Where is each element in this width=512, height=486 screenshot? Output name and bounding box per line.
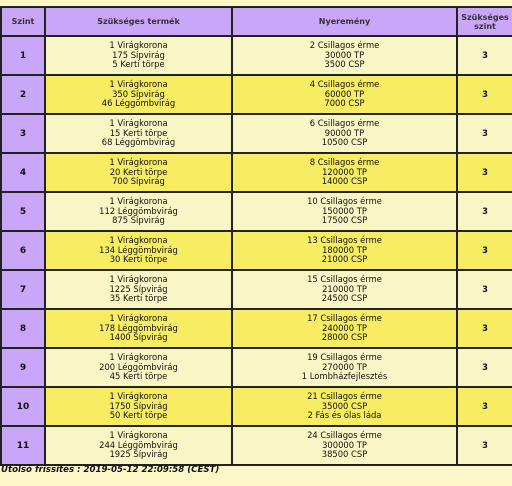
product-item: 200 Léggömbvirág xyxy=(99,361,178,372)
level-cell: 4 xyxy=(1,153,45,192)
reward-cell xyxy=(232,114,457,153)
product-item: 1925 Sípvirág xyxy=(109,449,168,460)
reward-item: 28000 CSP xyxy=(321,332,368,343)
level-cell: 7 xyxy=(1,270,45,309)
table-row xyxy=(1,270,512,309)
product-item: 1 Virágkorona xyxy=(109,40,168,51)
level-cell: 8 xyxy=(1,309,45,348)
required-level-cell: 3 xyxy=(457,114,512,153)
table-row xyxy=(1,309,512,348)
header-level: Szint xyxy=(1,7,45,36)
product-item: 178 Léggömbvirág xyxy=(99,322,178,333)
reward-item: 15 Csillagos érme xyxy=(307,274,382,285)
last-updated: Utolsó frissítés : 2019-05-12 22:09:58 (CEST) xyxy=(1,465,220,475)
required-level-cell: 3 xyxy=(457,270,512,309)
product-item: 1 Virágkorona xyxy=(109,157,168,168)
reward-cell xyxy=(232,270,457,309)
required-product-cell xyxy=(45,153,232,192)
header-required-level-line1: Szükséges xyxy=(461,12,509,22)
table-row xyxy=(1,192,512,231)
product-item: 1 Virágkorona xyxy=(109,391,168,402)
reward-cell xyxy=(232,426,457,465)
product-item: 50 Kerti törpe xyxy=(109,410,168,421)
reward-cell xyxy=(232,348,457,387)
product-item: 1 Virágkorona xyxy=(109,313,168,324)
table-row xyxy=(1,36,512,75)
reward-table xyxy=(0,6,512,466)
required-product-cell xyxy=(45,75,232,114)
product-item: 1 Virágkorona xyxy=(109,430,168,441)
required-product-cell xyxy=(45,114,232,153)
reward-item: 13 Csillagos érme xyxy=(307,235,382,246)
reward-cell xyxy=(232,309,457,348)
required-product-cell xyxy=(45,270,232,309)
reward-item: 10500 CSP xyxy=(321,137,368,148)
reward-item: 8 Csillagos érme xyxy=(309,157,380,168)
level-cell: 3 xyxy=(1,114,45,153)
level-cell: 9 xyxy=(1,348,45,387)
reward-cell xyxy=(232,231,457,270)
reward-cell xyxy=(232,75,457,114)
product-item: 1 Virágkorona xyxy=(109,235,168,246)
reward-item: 240000 TP xyxy=(322,322,367,333)
product-item: 46 Léggömbvirág xyxy=(101,98,176,109)
reward-item: 17 Csillagos érme xyxy=(307,313,382,324)
table-row xyxy=(1,231,512,270)
reward-cell xyxy=(232,387,457,426)
reward-item: 38500 CSP xyxy=(321,449,368,460)
product-item: 35 Kerti törpe xyxy=(109,293,168,304)
table-row xyxy=(1,348,512,387)
level-cell: 6 xyxy=(1,231,45,270)
required-level-cell: 3 xyxy=(457,36,512,75)
reward-cell xyxy=(232,153,457,192)
reward-item: 24500 CSP xyxy=(321,293,368,304)
product-item: 112 Léggömbvirág xyxy=(99,205,178,216)
reward-item: 2 Fás és ólas láda xyxy=(307,410,382,421)
reward-item: 24 Csillagos érme xyxy=(307,430,382,441)
reward-item: 21 Csillagos érme xyxy=(307,391,382,402)
reward-cell xyxy=(232,192,457,231)
required-level-cell: 3 xyxy=(457,153,512,192)
product-item: 700 Sípvirág xyxy=(112,176,165,187)
product-item: 30 Kerti törpe xyxy=(109,254,168,265)
product-item: 1 Virágkorona xyxy=(109,352,168,363)
required-product-cell xyxy=(45,192,232,231)
table-row xyxy=(1,426,512,465)
reward-item: 19 Csillagos érme xyxy=(307,352,382,363)
product-item: 45 Kerti törpe xyxy=(109,371,168,382)
product-item: 244 Léggömbvirág xyxy=(99,439,178,450)
reward-item: 150000 TP xyxy=(322,205,367,216)
level-cell: 1 xyxy=(1,36,45,75)
reward-cell xyxy=(232,36,457,75)
required-product-cell xyxy=(45,426,232,465)
reward-item: 2 Csillagos érme xyxy=(309,40,380,51)
required-level-cell: 3 xyxy=(457,348,512,387)
table-row xyxy=(1,153,512,192)
level-cell: 11 xyxy=(1,426,45,465)
reward-item: 300000 TP xyxy=(322,439,367,450)
reward-item: 90000 TP xyxy=(324,127,365,138)
product-item: 175 Sípvirág xyxy=(112,49,165,60)
header-row xyxy=(1,7,512,36)
header-required-product: Szükséges termék xyxy=(45,7,232,36)
reward-item: 14000 CSP xyxy=(321,176,368,187)
reward-item: 10 Csillagos érme xyxy=(307,196,382,207)
required-level-cell: 3 xyxy=(457,309,512,348)
product-item: 68 Léggömbvirág xyxy=(101,137,176,148)
product-item: 1 Virágkorona xyxy=(109,118,168,129)
header-required-level-line2: szint xyxy=(474,21,496,31)
product-item: 1 Virágkorona xyxy=(109,79,168,90)
reward-item: 17500 CSP xyxy=(321,215,368,226)
reward-item: 120000 TP xyxy=(322,166,367,177)
required-level-cell: 3 xyxy=(457,387,512,426)
level-cell: 5 xyxy=(1,192,45,231)
product-item: 1750 Sípvirág xyxy=(109,400,168,411)
required-product-cell xyxy=(45,309,232,348)
level-cell: 10 xyxy=(1,387,45,426)
reward-item: 60000 TP xyxy=(324,88,365,99)
reward-item: 21000 CSP xyxy=(321,254,368,265)
product-item: 1 Virágkorona xyxy=(109,274,168,285)
required-product-cell xyxy=(45,387,232,426)
reward-item: 6 Csillagos érme xyxy=(309,118,380,129)
product-item: 134 Léggömbvirág xyxy=(99,244,178,255)
reward-item: 7000 CSP xyxy=(324,98,365,109)
reward-item: 270000 TP xyxy=(322,361,367,372)
product-item: 20 Kerti törpe xyxy=(109,166,168,177)
header-required-level xyxy=(457,7,512,36)
level-cell: 2 xyxy=(1,75,45,114)
required-level-cell: 3 xyxy=(457,231,512,270)
reward-item: 35000 CSP xyxy=(321,400,368,411)
product-item: 1400 Sípvirág xyxy=(109,332,168,343)
reward-item: 180000 TP xyxy=(322,244,367,255)
required-level-cell: 3 xyxy=(457,75,512,114)
required-level-cell: 3 xyxy=(457,192,512,231)
reward-item: 4 Csillagos érme xyxy=(309,79,380,90)
reward-item: 3500 CSP xyxy=(324,59,365,70)
product-item: 5 Kerti törpe xyxy=(112,59,165,70)
reward-item: 1 Lombházfejlesztés xyxy=(301,371,388,382)
product-item: 350 Sípvirág xyxy=(112,88,165,99)
required-product-cell xyxy=(45,36,232,75)
reward-item: 30000 TP xyxy=(324,49,365,60)
required-level-cell: 3 xyxy=(457,426,512,465)
table-row xyxy=(1,114,512,153)
required-product-cell xyxy=(45,231,232,270)
header-reward: Nyeremény xyxy=(232,7,457,36)
required-product-cell xyxy=(45,348,232,387)
product-item: 1 Virágkorona xyxy=(109,196,168,207)
table-row xyxy=(1,75,512,114)
product-item: 15 Kerti törpe xyxy=(109,127,168,138)
product-item: 1225 Sípvirág xyxy=(109,283,168,294)
reward-item: 210000 TP xyxy=(322,283,367,294)
product-item: 875 Sípvirág xyxy=(112,215,165,226)
table-row xyxy=(1,387,512,426)
